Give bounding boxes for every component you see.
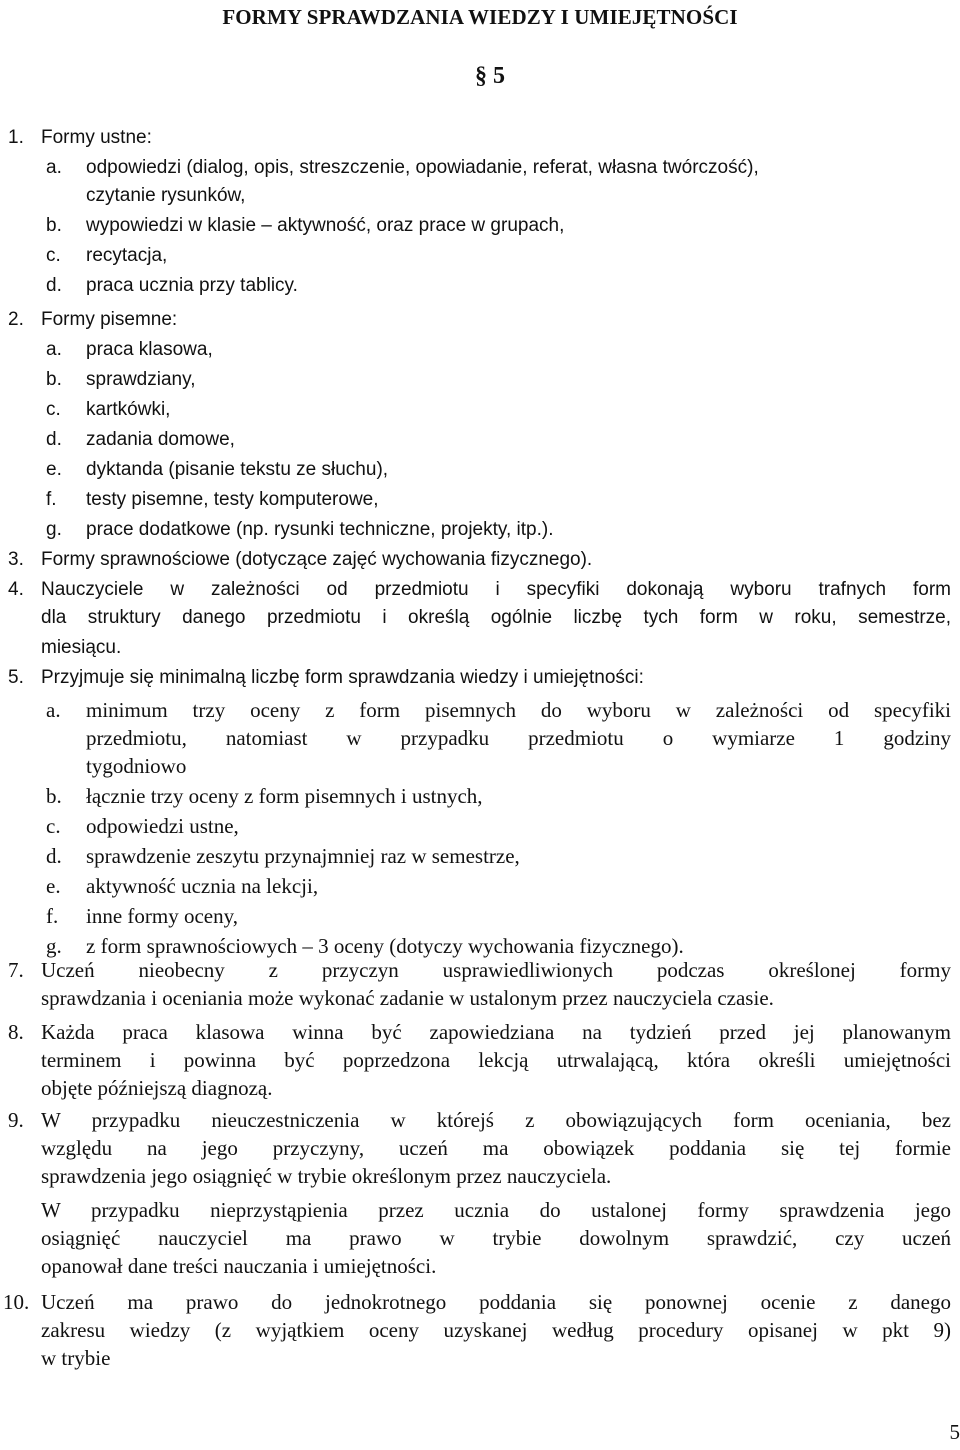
section-mark: § 5 [475,63,505,89]
text-line: zakresu wiedzy (z wyjątkiem oceny uzyskanej według procedury opisanej w pkt 9) [41,1318,951,1342]
list-marker: 4. [8,579,24,600]
text-line: odpowiedzi (dialog, opis, streszczenie, opowiadanie, referat, własna twórczość), [86,157,759,178]
list-marker: c. [46,399,61,420]
text-line: z form sprawnościowych – 3 oceny (dotyczy wychowania fizycznego). [86,934,684,958]
list-marker: 8. [8,1020,24,1044]
text-line: objęte późniejszą diagnozą. [41,1076,273,1100]
text-line: Formy pisemne: [41,309,178,330]
list-marker: d. [46,275,62,296]
list-marker: a. [46,339,62,360]
list-marker: g. [46,934,62,958]
list-marker: 5. [8,667,24,688]
text-line: prace dodatkowe (np. rysunki techniczne, projekty, itp.). [86,519,554,540]
list-marker: 7. [8,958,24,982]
list-marker: d. [46,844,62,868]
text-line: miesiącu. [41,637,122,658]
text-line: Formy sprawnościowe (dotyczące zajęć wychowania fizycznego). [41,549,593,570]
text-line: w trybie [41,1346,111,1370]
list-marker: b. [46,369,62,390]
text-line: Każda praca klasowa winna być zapowiedziana na tydzień przed jej planowanym [41,1020,951,1044]
list-marker: 10. [3,1290,30,1314]
list-marker: c. [46,814,61,838]
text-line: wypowiedzi w klasie – aktywność, oraz prace w grupach, [86,215,565,236]
list-marker: 1. [8,127,24,148]
text-line: względu na jego przyczyny, uczeń ma obowiązek poddania się tej formie [41,1136,951,1160]
list-marker: g. [46,519,62,540]
list-marker: 9. [8,1108,24,1132]
text-line: Nauczyciele w zależności od przedmiotu i specyfiki dokonają wyboru trafnych form [41,579,951,600]
list-marker: d. [46,429,62,450]
text-line: odpowiedzi ustne, [86,814,239,838]
text-line: sprawdzenia jego osiągnięć w trybie określonym przez nauczyciela. [41,1164,612,1188]
text-line: kartkówki, [86,399,171,420]
list-marker: c. [46,245,61,266]
list-marker: e. [46,459,62,480]
list-marker: b. [46,784,62,808]
text-line: dyktanda (pisanie tekstu ze słuchu), [86,459,389,480]
list-marker: f. [46,904,59,928]
text-line: minimum trzy oceny z form pisemnych do wyboru w zależności od specyfiki [86,698,951,722]
text-line: W przypadku nieprzystąpienia przez ucznia do ustalonej formy sprawdzenia jego [41,1198,951,1222]
text-line: recytacja, [86,245,168,266]
page-title: FORMY SPRAWDZANIA WIEDZY I UMIEJĘTNOŚCI [222,5,738,29]
text-line: przedmiotu, natomiast w przypadku przedmiotu o wymiarze 1 godziny [86,726,951,750]
text-line: dla struktury danego przedmiotu i określą ogólnie liczbę tych form w roku, semestrze, [41,607,951,628]
list-marker: 2. [8,309,24,330]
text-line: Formy ustne: [41,127,152,148]
list-marker: f. [46,489,57,510]
list-marker: b. [46,215,62,236]
list-marker: e. [46,874,61,898]
text-line: W przypadku nieuczestniczenia w którejś z obowiązujących form oceniania, bez [41,1108,951,1132]
page-number: 5 [949,1420,960,1444]
list-marker: a. [46,157,62,178]
text-line: czytanie rysunków, [86,185,246,206]
text-line: Uczeń nieobecny z przyczyn usprawiedliwionych podczas określonej formy [41,958,951,982]
text-line: tygodniowo [86,754,187,778]
text-line: testy pisemne, testy komputerowe, [86,489,379,510]
text-line: sprawdzenie zeszytu przynajmniej raz w semestrze, [86,844,520,868]
text-line: sprawdziany, [86,369,196,390]
text-line: sprawdzania i oceniania może wykonać zadanie w ustalonym przez nauczyciela czasie. [41,986,774,1010]
text-line: łącznie trzy oceny z form pisemnych i ustnych, [86,784,483,808]
text-line: aktywność ucznia na lekcji, [86,874,319,898]
text-line: Uczeń ma prawo do jednokrotnego poddania się ponownej ocenie z danego [41,1290,951,1314]
text-line: inne formy oceny, [86,904,239,928]
text-line: praca ucznia przy tablicy. [86,275,298,296]
list-marker: a. [46,698,61,722]
text-line: zadania domowe, [86,429,235,450]
text-line: terminem i powinna być poprzedzona lekcją utrwalającą, która określi umiejętności [41,1048,951,1072]
text-line: Przyjmuje się minimalną liczbę form sprawdzania wiedzy i umiejętności: [41,667,644,688]
list-marker: 3. [8,549,24,570]
text-line: praca klasowa, [86,339,213,360]
text-line: opanował dane treści nauczania i umiejętności. [41,1254,437,1278]
text-line: osiągnięć nauczyciel ma prawo w trybie dowolnym sprawdzić, czy uczeń [41,1226,951,1250]
